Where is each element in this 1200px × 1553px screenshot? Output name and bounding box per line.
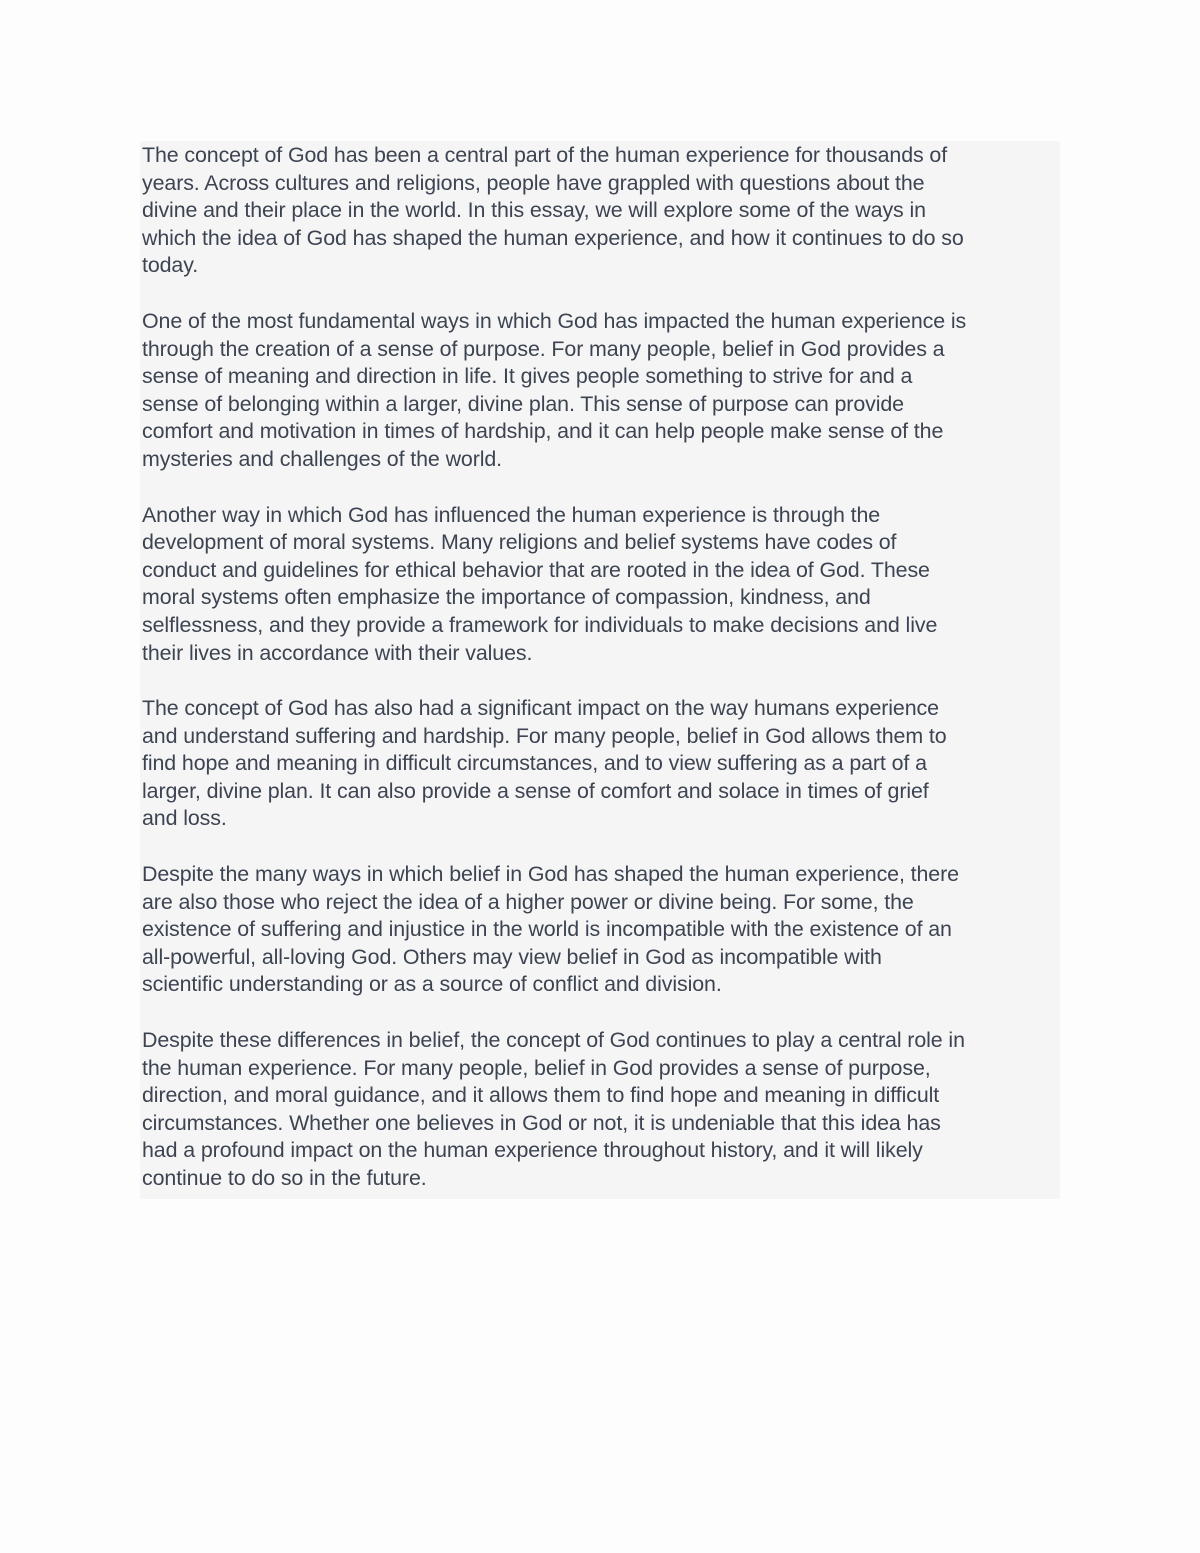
essay-paragraph-3: Another way in which God has influenced the human experience is through the development of moral systems. Many religions and belief systems have codes of conduct and guidelines for ethical behavior that are rooted in the idea of God. These moral systems often emphasize the importance of compassion, kindness, and selflessness, and they provide a framework for individuals to make decisions and live their lives in accordance with their values. [142, 502, 938, 665]
essay-paragraph-2: One of the most fundamental ways in which God has impacted the human experience is through the creation of a sense of purpose. For many people, belief in God provides a sense of meaning and direction in life. It gives people something to strive for and a sense of belonging within a larger, divine plan. This sense of purpose can provide comfort and motivation in times of hardship, and it can help people make sense of the mysteries and challenges of the world. [142, 308, 967, 471]
essay-paragraph-6: Despite these differences in belief, the concept of God continues to play a central role in the human experience. For many people, belief in God provides a sense of purpose, direction, and moral guidance, and it allows them to find hope and meaning in difficult circumstances. Whether one believes in God or not, it is undeniable that this idea has had a profound impact on the human experience throughout history, and it will likely continue to do so in the future. [142, 1028, 965, 1190]
essay-paragraph-1: The concept of God has been a central part of the human experience for thousands of years. Across cultures and religions, people have grappled with questions about the divine and their place in the world. In this essay, we will explore some of the ways in which the idea of God has shaped the human experience, and how it continues to do so today. [142, 143, 964, 278]
essay-paragraph-5: Despite the many ways in which belief in God has shaped the human experience, there are also those who reject the idea of a higher power or divine being. For some, the existence of suffering and injustice in the world is incompatible with the existence of an all-powerful, all-loving God. Others may view belief in God as incompatible with scientific understanding or as a source of conflict and division. [142, 862, 959, 997]
essay-paragraph-4: The concept of God has also had a significant impact on the way humans experience and understand suffering and hardship. For many people, belief in God allows them to find hope and meaning in difficult circumstances, and to view suffering as a part of a larger, divine plan. It can also provide a sense of comfort and solace in times of grief and loss. [142, 696, 947, 831]
essay-text-block [140, 141, 1060, 1199]
